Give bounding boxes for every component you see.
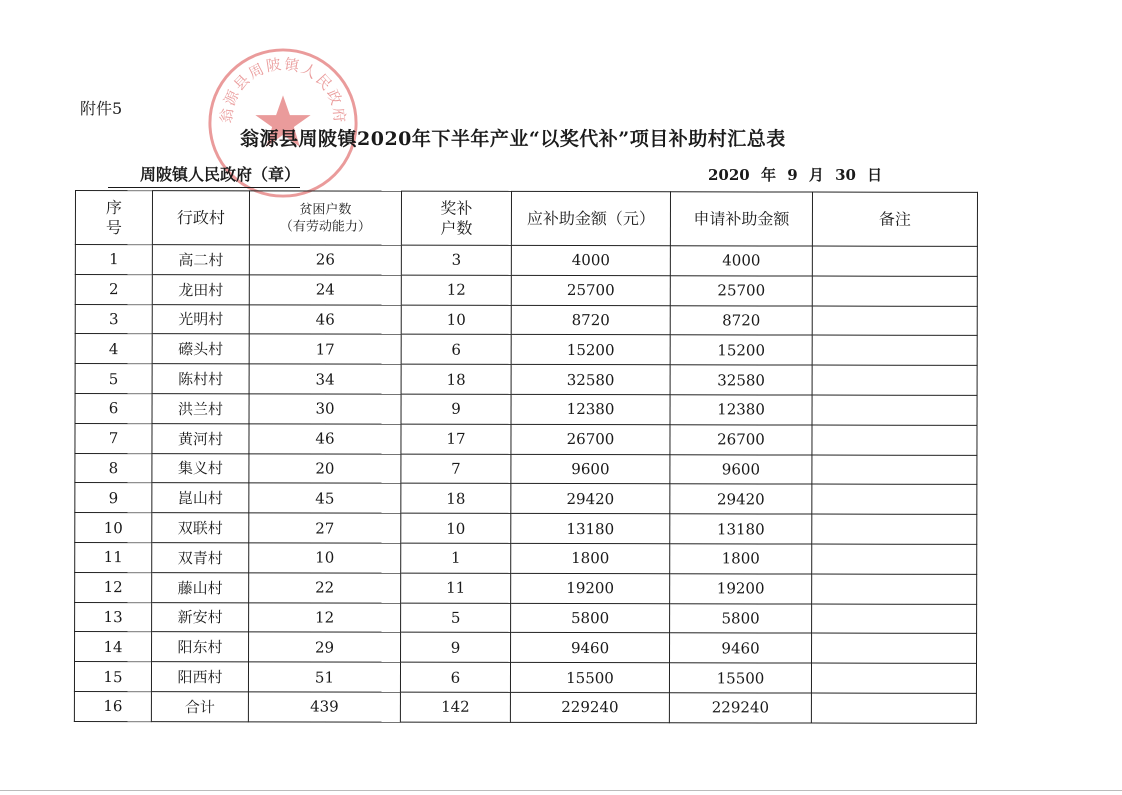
cell-reward: 18 bbox=[401, 364, 511, 394]
table-row bbox=[75, 542, 977, 574]
cell-apply: 4000 bbox=[670, 246, 812, 276]
table-row bbox=[75, 572, 977, 604]
header-remark: 备注 bbox=[812, 192, 977, 246]
header-no bbox=[75, 191, 152, 245]
table-row bbox=[75, 304, 977, 336]
cell-due: 12380 bbox=[511, 394, 670, 424]
cell-village: 高二村 bbox=[152, 245, 249, 275]
cell-village: 阳西村 bbox=[151, 662, 248, 692]
cell-no: 7 bbox=[75, 423, 152, 453]
cell-no: 14 bbox=[75, 632, 152, 662]
cell-poor: 10 bbox=[249, 543, 401, 573]
cell-reward: 6 bbox=[401, 335, 511, 365]
cell-reward: 7 bbox=[401, 454, 511, 484]
cell-poor: 24 bbox=[249, 275, 401, 305]
cell-village: 黄河村 bbox=[152, 423, 249, 453]
cell-poor: 30 bbox=[249, 394, 401, 424]
header-reward-line1: 奖补 bbox=[440, 198, 473, 218]
cell-no: 15 bbox=[74, 662, 151, 692]
table-row bbox=[75, 423, 977, 455]
cell-poor: 46 bbox=[249, 304, 401, 334]
table-row bbox=[75, 334, 977, 366]
cell-due: 29420 bbox=[511, 484, 670, 514]
cell-remark bbox=[812, 633, 977, 663]
cell-village: 双联村 bbox=[152, 513, 249, 543]
cell-no: 5 bbox=[75, 364, 152, 394]
cell-village: 合计 bbox=[151, 692, 248, 722]
cell-village: 光明村 bbox=[152, 304, 249, 334]
cell-poor: 27 bbox=[249, 513, 401, 543]
cell-no: 16 bbox=[74, 691, 151, 721]
cell-village: 集义村 bbox=[152, 453, 249, 483]
table-row bbox=[75, 483, 977, 515]
table-row bbox=[75, 245, 977, 277]
document-title: 翁源县周陂镇2020年下半年产业“以奖代补”项目补助村汇总表 bbox=[240, 128, 786, 150]
cell-apply: 26700 bbox=[670, 425, 812, 455]
cell-due: 4000 bbox=[511, 245, 670, 275]
header-no-line1: 序 bbox=[105, 197, 122, 217]
cell-apply: 15500 bbox=[669, 663, 811, 693]
table-header-row bbox=[75, 191, 977, 247]
cell-due: 5800 bbox=[511, 603, 670, 633]
cell-poor: 34 bbox=[249, 364, 401, 394]
header-village: 行政村 bbox=[152, 191, 249, 245]
cell-due: 8720 bbox=[511, 305, 670, 335]
cell-village: 阳东村 bbox=[152, 632, 249, 662]
cell-remark bbox=[812, 604, 977, 634]
cell-due: 25700 bbox=[511, 275, 670, 305]
cell-no: 8 bbox=[75, 453, 152, 483]
cell-no: 3 bbox=[75, 304, 152, 334]
header-due-amount: 应补助金额（元） bbox=[511, 191, 670, 245]
cell-due: 19200 bbox=[511, 573, 670, 603]
table-row bbox=[74, 691, 976, 723]
cell-apply: 13180 bbox=[670, 514, 812, 544]
header-poor-line2: （有劳动能力） bbox=[279, 218, 371, 235]
cell-remark bbox=[812, 335, 977, 365]
cell-reward: 17 bbox=[401, 424, 511, 454]
cell-apply: 9600 bbox=[670, 454, 812, 484]
table-row bbox=[75, 513, 977, 545]
cell-poor: 46 bbox=[249, 424, 401, 454]
cell-reward: 11 bbox=[401, 573, 511, 603]
cell-apply: 9460 bbox=[670, 633, 812, 663]
cell-reward: 12 bbox=[401, 275, 511, 305]
cell-reward: 10 bbox=[401, 305, 511, 335]
header-poor-line1: 贫困户数 bbox=[299, 201, 352, 218]
table-row bbox=[75, 364, 977, 396]
cell-reward: 3 bbox=[401, 245, 511, 275]
cell-reward: 10 bbox=[401, 513, 511, 543]
cell-village: 崑山村 bbox=[152, 483, 249, 513]
cell-no: 2 bbox=[75, 274, 152, 304]
cell-remark bbox=[812, 544, 977, 574]
cell-apply: 1800 bbox=[670, 544, 812, 574]
cell-poor: 17 bbox=[249, 334, 401, 364]
cell-remark bbox=[812, 306, 977, 336]
cell-remark bbox=[811, 693, 976, 723]
cell-poor: 22 bbox=[249, 573, 401, 603]
cell-poor: 12 bbox=[249, 602, 401, 632]
cell-apply: 229240 bbox=[669, 693, 811, 723]
cell-due: 9460 bbox=[511, 633, 670, 663]
cell-remark bbox=[812, 246, 977, 276]
cell-reward: 9 bbox=[401, 394, 511, 424]
cell-village: 洪兰村 bbox=[152, 394, 249, 424]
cell-no: 12 bbox=[75, 572, 152, 602]
subsidy-summary-table bbox=[74, 190, 978, 724]
cell-remark bbox=[811, 663, 976, 693]
cell-remark bbox=[812, 425, 977, 455]
header-reward-line2: 户数 bbox=[440, 218, 473, 238]
cell-no: 10 bbox=[75, 513, 152, 543]
cell-no: 9 bbox=[75, 483, 152, 513]
cell-due: 26700 bbox=[511, 424, 670, 454]
cell-due: 32580 bbox=[511, 365, 670, 395]
cell-due: 15500 bbox=[510, 663, 669, 693]
seal-text: 翁源县周陂镇人民政府 bbox=[218, 55, 348, 126]
document-date: 2020 年 9 月 30 日 bbox=[708, 166, 883, 184]
cell-reward: 6 bbox=[400, 662, 510, 692]
table-row bbox=[75, 274, 977, 306]
cell-reward: 5 bbox=[401, 603, 511, 633]
cell-reward: 142 bbox=[400, 692, 510, 722]
cell-no: 1 bbox=[75, 245, 152, 275]
page-bottom-edge bbox=[0, 790, 1122, 791]
cell-remark bbox=[812, 365, 977, 395]
cell-poor: 51 bbox=[248, 662, 400, 692]
table-body bbox=[74, 245, 977, 724]
cell-village: 双青村 bbox=[152, 543, 249, 573]
header-poor-households bbox=[249, 191, 401, 245]
cell-apply: 12380 bbox=[670, 395, 812, 425]
cell-no: 6 bbox=[75, 393, 152, 423]
cell-apply: 25700 bbox=[670, 276, 812, 306]
cell-remark bbox=[812, 574, 977, 604]
table-row bbox=[75, 453, 977, 485]
cell-due: 1800 bbox=[511, 543, 670, 573]
cell-apply: 15200 bbox=[670, 335, 812, 365]
cell-no: 13 bbox=[75, 602, 152, 632]
cell-apply: 32580 bbox=[670, 365, 812, 395]
attachment-label: 附件5 bbox=[80, 99, 123, 118]
cell-no: 11 bbox=[75, 542, 152, 572]
cell-poor: 20 bbox=[249, 453, 401, 483]
cell-village: 礤头村 bbox=[152, 334, 249, 364]
cell-poor: 26 bbox=[249, 245, 401, 275]
cell-due: 15200 bbox=[511, 335, 670, 365]
header-reward-households bbox=[401, 191, 511, 245]
issuing-organization: 周陂镇人民政府（章） bbox=[108, 162, 300, 188]
cell-reward: 18 bbox=[401, 484, 511, 514]
cell-due: 9600 bbox=[511, 454, 670, 484]
cell-village: 龙田村 bbox=[152, 274, 249, 304]
cell-apply: 8720 bbox=[670, 305, 812, 335]
cell-no: 4 bbox=[75, 334, 152, 364]
table-row bbox=[75, 632, 977, 664]
cell-poor: 439 bbox=[248, 692, 400, 722]
table-row bbox=[75, 602, 977, 634]
cell-remark bbox=[812, 484, 977, 514]
cell-apply: 5800 bbox=[670, 603, 812, 633]
cell-remark bbox=[812, 455, 977, 485]
cell-remark bbox=[812, 514, 977, 544]
cell-reward: 9 bbox=[401, 633, 511, 663]
table-row bbox=[75, 393, 977, 425]
cell-village: 陈村村 bbox=[152, 364, 249, 394]
cell-apply: 19200 bbox=[670, 574, 812, 604]
header-no-line2: 号 bbox=[105, 217, 122, 237]
cell-poor: 29 bbox=[249, 632, 401, 662]
cell-remark bbox=[812, 276, 977, 306]
header-apply-amount: 申请补助金额 bbox=[670, 192, 812, 246]
cell-apply: 29420 bbox=[670, 484, 812, 514]
cell-village: 藤山村 bbox=[152, 572, 249, 602]
cell-village: 新安村 bbox=[152, 602, 249, 632]
cell-poor: 45 bbox=[249, 483, 401, 513]
cell-remark bbox=[812, 395, 977, 425]
cell-due: 13180 bbox=[511, 514, 670, 544]
cell-reward: 1 bbox=[401, 543, 511, 573]
cell-due: 229240 bbox=[510, 692, 669, 722]
table-row bbox=[74, 662, 976, 694]
